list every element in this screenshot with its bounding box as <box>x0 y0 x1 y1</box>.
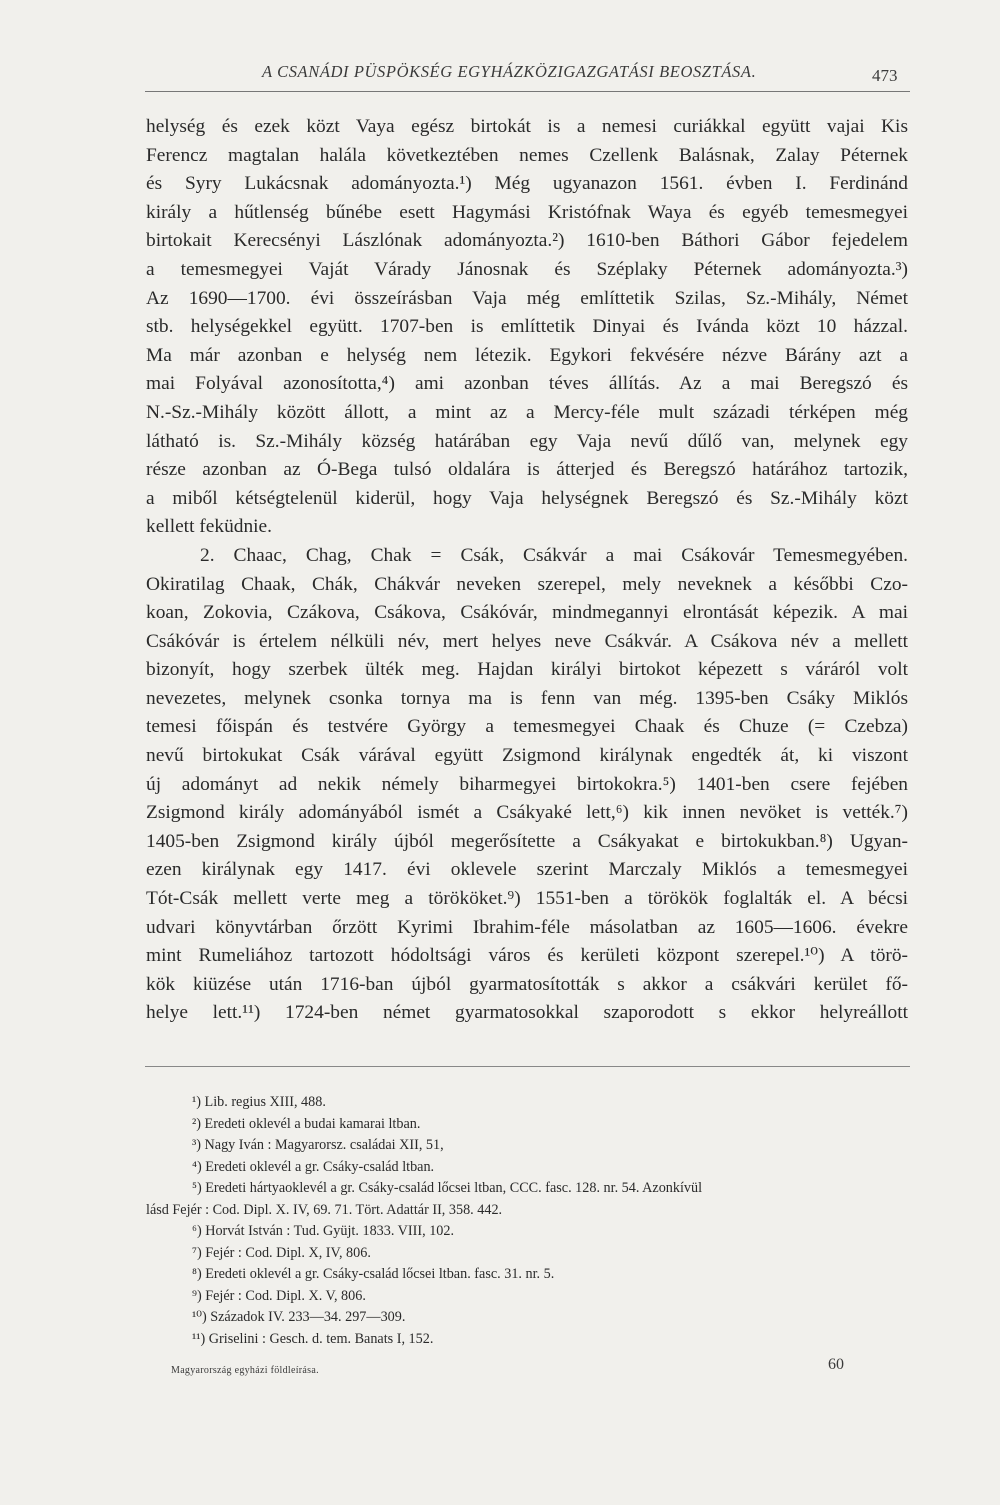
text-line: N.-Sz.-Mihály között állott, a mint az a Mercy-féle mult századi térképen még <box>146 401 908 423</box>
text-line: kellett feküdnie. <box>146 516 272 538</box>
text-line: helye lett.¹¹) 1724-ben német gyarmatosokkal szaporodott s ekkor helyreállott <box>146 1002 908 1024</box>
text-line: Az 1690—1700. évi összeírásban Vaja még említtetik Szilas, Sz.-Mihály, Német <box>146 287 908 309</box>
footnote: ⁹) Fejér : Cod. Dipl. X. V, 806. <box>192 1287 366 1304</box>
text-line: a miből kétségtelenül kiderül, hogy Vaja helységnek Beregszó és Sz.-Mihály közt <box>146 487 908 509</box>
running-title: A CSANÁDI PÜSPÖKSÉG EGYHÁZKÖZIGAZGATÁSI BEOSZTÁSA. <box>262 62 757 81</box>
text-line: helység és ezek közt Vaya egész birtokát is a nemesi curiákkal együtt vajai Kis <box>146 116 908 137</box>
footnote-rule <box>145 1066 910 1067</box>
footnote: ⁴) Eredeti oklevél a gr. Csáky-család ltban. <box>192 1158 435 1175</box>
page-number: 473 <box>872 66 898 85</box>
text-line: király a hűtlenség bűnébe esett Hagymási Kristófnak Waya és egyéb temesmegyei <box>146 201 908 223</box>
footnote-continuation: lásd Fejér : Cod. Dipl. X. IV, 69. 71. Tört. Adattár II, 358. 442. <box>146 1201 503 1218</box>
text-line: Zsigmond király adományából ismét a Csákyaké lett,⁶) kik innen nevöket is vették.⁷) <box>146 802 908 824</box>
text-line: Ferencz magtalan halála következtében nemes Czellenk Balásnak, Zalay Péternek <box>146 144 908 166</box>
text-line: mai Folyával azonosította,⁴) ami azonban téves állítás. Az a mai Beregszó és <box>146 373 908 395</box>
text-line: koan, Zokovia, Czákova, Csákova, Csákóvár, mindmegannyi elrontását képezik. A mai <box>146 602 908 624</box>
text-line: Tót-Csák mellett verte meg a törököket.⁹) 1551-ben a törökök foglalták el. A bécsi <box>146 888 908 910</box>
text-line: temesi főispán és testvére György a temesmegyei Chaak és Chuze (= Czebza) <box>146 716 908 738</box>
text-line: ezen királynak egy 1417. évi oklevele szerint Marczaly Miklós a temesmegyei <box>146 859 908 881</box>
text-line: nevű birtokukat Csák várával együtt Zsigmond királynak engedték át, ki viszont <box>146 745 908 767</box>
body-text <box>146 113 908 1028</box>
text-line: és Syry Lukácsnak adományozta.¹) Még ugyanazon 1561. évben I. Ferdinánd <box>146 173 908 195</box>
section-heading-line: 2. Chaac, Chag, Chak = Csák, Csákvár a mai Csákovár Temesmegyében. <box>200 544 908 566</box>
text-line: része azonban az Ó-Bega tulsó oldalára is átterjed és Beregszó határához tartozik, <box>146 459 908 481</box>
text-line: a temesmegyei Vaját Várady Jánosnak és Széplaky Péternek adományozta.³) <box>146 258 908 280</box>
text-line: bizonyít, hogy szerbek ülték meg. Hajdan királyi birtokot képezett s váráról volt <box>146 659 908 681</box>
text-line: Csákóvár is értelem nélküli név, mert helyes neve Csákvár. A Csákova név a mellett <box>146 630 908 652</box>
footnote: ⁸) Eredeti oklevél a gr. Csáky-család lőcsei ltban. fasc. 31. nr. 5. <box>192 1266 555 1282</box>
footnote: ¹¹) Griselini : Gesch. d. tem. Banats I, 152. <box>192 1330 434 1347</box>
footnote: ⁵) Eredeti hártyaoklevél a gr. Csáky-család lőcsei ltban, CCC. fasc. 128. nr. 54. Azonkívül <box>192 1180 703 1196</box>
text-line: látható is. Sz.-Mihály község határában egy Vaja nevű dűlő van, melynek egy <box>146 430 908 452</box>
footnotes <box>146 1092 908 1350</box>
header-rule <box>145 91 910 92</box>
text-line: Okiratilag Chaak, Chák, Chákvár neveken szerepel, mely neveknek a későbbi Czo- <box>146 573 908 595</box>
footnote: ⁶) Horvát István : Tud. Gyüjt. 1833. VIII, 102. <box>192 1223 455 1239</box>
text-line: új adományt ad nekik némely biharmegyei birtokokra.⁵) 1401-ben csere fejében <box>146 773 908 795</box>
text-line: Ma már azonban e helység nem létezik. Egykori fekvésére nézve Bárány azt a <box>146 344 908 366</box>
text-line: nevezetes, melynek csonka tornya ma is fenn van még. 1395-ben Csáky Miklós <box>146 687 908 709</box>
text-line: stb. helységekkel együtt. 1707-ben is említtetik Dinyai és Ivánda közt 10 házzal. <box>146 316 908 338</box>
footnote: ¹⁰) Századok IV. 233—34. 297—309. <box>192 1309 406 1325</box>
text-line: birtokait Kerecsényi Lászlónak adományozta.²) 1610-ben Báthori Gábor fejedelem <box>146 230 908 252</box>
footnote: ¹) Lib. regius XIII, 488. <box>192 1094 326 1110</box>
footer-series-title: Magyarország egyházi földleírása. <box>171 1365 319 1376</box>
footnote: ³) Nagy Iván : Magyarorsz. családai XII, 51, <box>192 1137 444 1153</box>
footnote: ²) Eredeti oklevél a budai kamarai ltban. <box>192 1115 421 1132</box>
text-line: 1405-ben Zsigmond király újból megerősítette a Csákyakat e birtokukban.⁸) Ugyan- <box>146 830 908 852</box>
footer-signature-number: 60 <box>828 1356 844 1373</box>
text-line: udvari könyvtárban őrzött Kyrimi Ibrahim-féle másolatban az 1605—1606. évekre <box>146 916 908 938</box>
text-line: mint Rumeliához tartozott hódoltsági város és kerületi központ szerepel.¹⁰) A törö- <box>146 945 908 967</box>
footnote: ⁷) Fejér : Cod. Dipl. X, IV, 806. <box>192 1244 371 1261</box>
text-line: kök kiüzése után 1716-ban újból gyarmatosították s akkor a csákvári kerület fő- <box>146 973 908 995</box>
